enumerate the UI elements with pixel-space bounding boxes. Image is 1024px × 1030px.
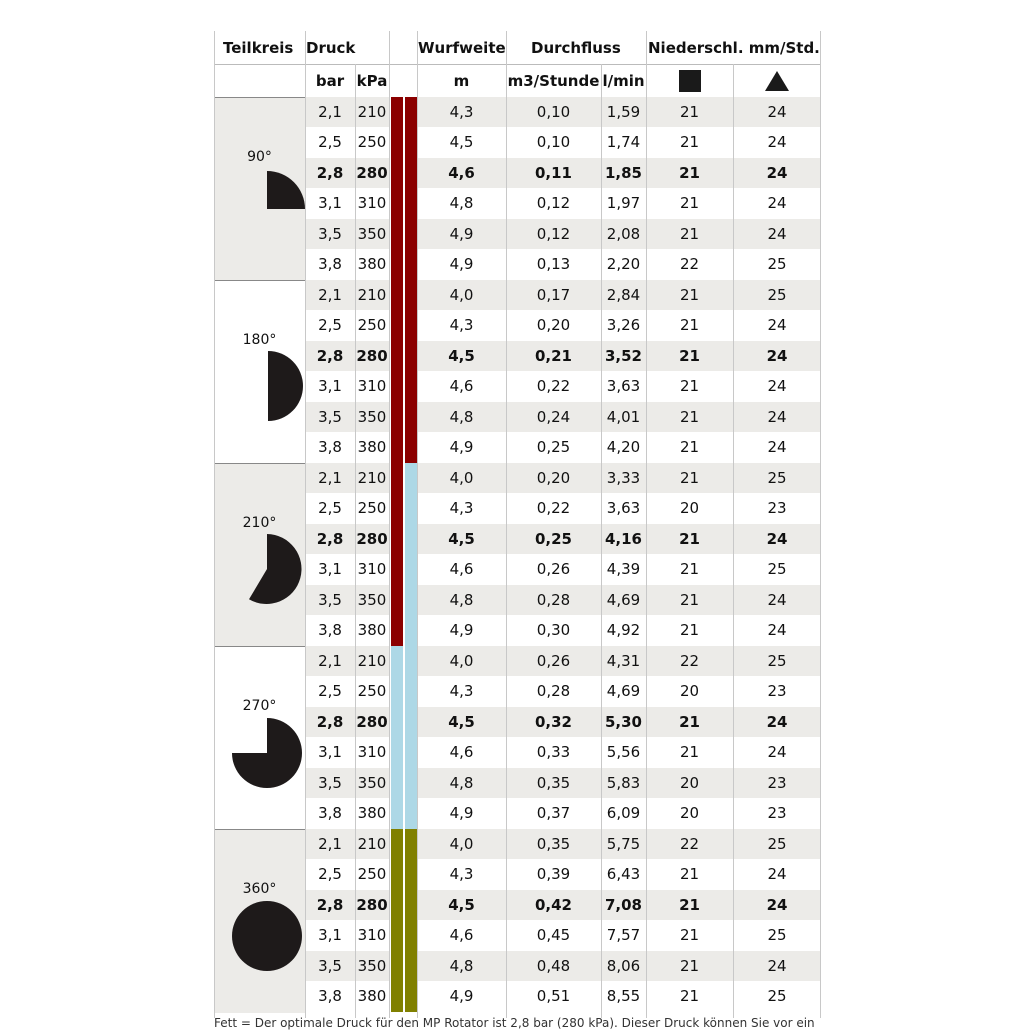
bar-gap	[403, 463, 405, 646]
cell-tri: 24	[733, 585, 821, 616]
cell-bar: 3,8	[305, 799, 355, 830]
cell-sq: 21	[646, 707, 733, 738]
grid-line	[646, 31, 647, 1018]
cell-kpa: 280	[355, 707, 389, 738]
header-l-min: l/min	[602, 71, 645, 90]
cell-m3: 0,22	[506, 494, 601, 525]
cell-sq: 21	[646, 402, 733, 433]
cell-kpa: 310	[355, 555, 389, 586]
cell-sq: 21	[646, 921, 733, 952]
cell-m: 4,6	[417, 555, 506, 586]
full-circle-icon	[231, 900, 303, 976]
cell-m3: 0,37	[506, 799, 601, 830]
cell-kpa: 210	[355, 463, 389, 494]
cell-m: 4,8	[417, 189, 506, 220]
cell-m: 4,0	[417, 646, 506, 677]
cell-lmin: 3,52	[601, 341, 646, 372]
table-row	[305, 707, 821, 738]
cell-sq: 22	[646, 250, 733, 281]
cell-m3: 0,10	[506, 128, 601, 159]
table-row	[305, 646, 821, 677]
cell-bar: 2,8	[305, 524, 355, 555]
cell-m3: 0,42	[506, 890, 601, 921]
cell-sq: 21	[646, 372, 733, 403]
cell-lmin: 3,33	[601, 463, 646, 494]
cell-m3: 0,35	[506, 768, 601, 799]
cell-tri: 24	[733, 372, 821, 403]
cell-lmin: 5,75	[601, 829, 646, 860]
color-bar-left	[391, 646, 403, 829]
grid-line	[506, 31, 507, 1018]
header-m3-stunde: m3/Stunde	[507, 71, 600, 90]
cell-sq: 21	[646, 860, 733, 891]
cell-bar: 3,8	[305, 250, 355, 281]
cell-m3: 0,21	[506, 341, 601, 372]
cell-m3: 0,33	[506, 738, 601, 769]
cell-bar: 2,5	[305, 860, 355, 891]
bar-gap	[403, 646, 405, 829]
cell-m3: 0,26	[506, 646, 601, 677]
cell-lmin: 6,09	[601, 799, 646, 830]
cell-m: 4,9	[417, 250, 506, 281]
cell-tri: 24	[733, 707, 821, 738]
color-bar-right	[405, 97, 417, 280]
cell-kpa: 250	[355, 128, 389, 159]
half-circle-icon	[268, 351, 304, 425]
table-row	[305, 219, 821, 250]
cell-sq: 21	[646, 951, 733, 982]
cell-kpa: 380	[355, 433, 389, 464]
table-row	[305, 890, 821, 921]
color-bar-left	[391, 829, 403, 1012]
degree-label: 270°	[242, 698, 277, 714]
cell-tri: 25	[733, 463, 821, 494]
cell-kpa: 210	[355, 646, 389, 677]
cell-lmin: 2,20	[601, 250, 646, 281]
cell-bar: 2,1	[305, 280, 355, 311]
color-bar-left	[391, 280, 403, 463]
table-row	[305, 860, 821, 891]
cell-m3: 0,12	[506, 189, 601, 220]
cell-sq: 21	[646, 616, 733, 647]
cell-tri: 25	[733, 555, 821, 586]
cell-sq: 21	[646, 738, 733, 769]
cell-m3: 0,20	[506, 311, 601, 342]
cell-m3: 0,24	[506, 402, 601, 433]
cell-lmin: 4,69	[601, 585, 646, 616]
cell-m3: 0,25	[506, 433, 601, 464]
table-row	[305, 494, 821, 525]
cell-bar: 3,5	[305, 219, 355, 250]
three-quarter-circle-icon	[231, 717, 303, 793]
cell-bar: 3,8	[305, 616, 355, 647]
table-row	[305, 433, 821, 464]
cell-lmin: 8,06	[601, 951, 646, 982]
cell-tri: 24	[733, 128, 821, 159]
cell-m: 4,3	[417, 860, 506, 891]
cell-sq: 21	[646, 433, 733, 464]
cell-lmin: 6,43	[601, 860, 646, 891]
cell-bar: 3,5	[305, 402, 355, 433]
color-bar-right	[405, 646, 417, 829]
cell-m: 4,9	[417, 616, 506, 647]
cell-tri: 25	[733, 280, 821, 311]
table-row	[305, 341, 821, 372]
cell-m: 4,5	[417, 890, 506, 921]
cell-m3: 0,25	[506, 524, 601, 555]
cell-kpa: 350	[355, 585, 389, 616]
header-niederschl: Niederschl. mm/Std.	[648, 38, 820, 57]
cell-bar: 3,1	[305, 372, 355, 403]
cell-m: 4,8	[417, 768, 506, 799]
table-row	[305, 311, 821, 342]
cell-lmin: 2,08	[601, 219, 646, 250]
cell-m3: 0,48	[506, 951, 601, 982]
table-row	[305, 768, 821, 799]
teilkreis-cell	[214, 280, 305, 464]
cell-m3: 0,45	[506, 921, 601, 952]
cell-m: 4,6	[417, 738, 506, 769]
cell-bar: 3,5	[305, 951, 355, 982]
cell-tri: 23	[733, 677, 821, 708]
cell-m3: 0,28	[506, 585, 601, 616]
cell-tri: 24	[733, 524, 821, 555]
table-row	[305, 677, 821, 708]
cell-m3: 0,32	[506, 707, 601, 738]
cell-m: 4,0	[417, 829, 506, 860]
table-row	[305, 982, 821, 1013]
cell-sq: 20	[646, 494, 733, 525]
cell-sq: 21	[646, 97, 733, 128]
color-bar-left	[391, 463, 403, 646]
cell-kpa: 250	[355, 494, 389, 525]
cell-bar: 3,5	[305, 585, 355, 616]
cell-sq: 21	[646, 341, 733, 372]
cell-lmin: 3,63	[601, 494, 646, 525]
cell-lmin: 5,56	[601, 738, 646, 769]
cell-m: 4,3	[417, 494, 506, 525]
cell-tri: 24	[733, 951, 821, 982]
cell-m: 4,9	[417, 433, 506, 464]
table-row	[305, 128, 821, 159]
cell-m: 4,8	[417, 585, 506, 616]
cell-sq: 21	[646, 585, 733, 616]
cell-lmin: 7,57	[601, 921, 646, 952]
cell-sq: 21	[646, 128, 733, 159]
cell-tri: 24	[733, 311, 821, 342]
table-row	[305, 158, 821, 189]
cell-kpa: 380	[355, 982, 389, 1013]
cell-kpa: 350	[355, 219, 389, 250]
cell-tri: 25	[733, 646, 821, 677]
bar-gap	[403, 97, 405, 280]
cell-sq: 21	[646, 524, 733, 555]
cell-bar: 2,1	[305, 97, 355, 128]
cell-m: 4,8	[417, 951, 506, 982]
cell-lmin: 2,84	[601, 280, 646, 311]
table-row	[305, 738, 821, 769]
cell-m: 4,6	[417, 372, 506, 403]
cell-lmin: 5,83	[601, 768, 646, 799]
cell-bar: 3,8	[305, 982, 355, 1013]
bar-gap	[403, 280, 405, 463]
cell-lmin: 4,39	[601, 555, 646, 586]
teilkreis-cell	[214, 97, 305, 281]
cell-bar: 3,5	[305, 768, 355, 799]
cell-tri: 25	[733, 250, 821, 281]
table-row	[305, 799, 821, 830]
cell-lmin: 3,63	[601, 372, 646, 403]
cell-sq: 20	[646, 799, 733, 830]
cell-m: 4,5	[417, 524, 506, 555]
table-row	[305, 463, 821, 494]
cell-bar: 2,8	[305, 158, 355, 189]
table-row	[305, 829, 821, 860]
cell-bar: 2,5	[305, 128, 355, 159]
degree-label: 180°	[242, 332, 277, 348]
cell-kpa: 350	[355, 402, 389, 433]
cell-m: 4,6	[417, 158, 506, 189]
cell-m: 4,5	[417, 128, 506, 159]
cell-tri: 24	[733, 860, 821, 891]
cell-kpa: 280	[355, 890, 389, 921]
cell-m3: 0,35	[506, 829, 601, 860]
cell-m3: 0,11	[506, 158, 601, 189]
cell-tri: 24	[733, 738, 821, 769]
cell-bar: 2,8	[305, 707, 355, 738]
cell-m3: 0,28	[506, 677, 601, 708]
color-bar-right	[405, 829, 417, 1012]
grid-line	[733, 64, 734, 1018]
cell-sq: 21	[646, 890, 733, 921]
cell-lmin: 1,74	[601, 128, 646, 159]
cell-lmin: 4,01	[601, 402, 646, 433]
cell-m3: 0,30	[506, 616, 601, 647]
cell-sq: 21	[646, 311, 733, 342]
cell-lmin: 4,20	[601, 433, 646, 464]
cell-sq: 22	[646, 646, 733, 677]
cell-kpa: 350	[355, 951, 389, 982]
cell-kpa: 380	[355, 250, 389, 281]
cell-sq: 21	[646, 982, 733, 1013]
cell-kpa: 310	[355, 921, 389, 952]
cell-tri: 23	[733, 799, 821, 830]
teilkreis-cell	[214, 463, 305, 647]
cell-tri: 24	[733, 158, 821, 189]
header-kpa: kPa	[356, 71, 388, 90]
cell-tri: 24	[733, 219, 821, 250]
color-bar-right	[405, 463, 417, 646]
header-durchfluss: Durchfluss	[531, 38, 621, 57]
degree-label: 360°	[242, 881, 277, 897]
cell-tri: 24	[733, 341, 821, 372]
header-teilkreis: Teilkreis	[223, 38, 294, 57]
cell-m: 4,5	[417, 707, 506, 738]
cell-lmin: 7,08	[601, 890, 646, 921]
cell-bar: 2,5	[305, 494, 355, 525]
cell-m: 4,0	[417, 463, 506, 494]
table-row	[305, 280, 821, 311]
degree-label: 210°	[242, 515, 277, 531]
header-wurfweite: Wurfweite	[418, 38, 506, 57]
cell-kpa: 380	[355, 616, 389, 647]
table-row	[305, 585, 821, 616]
grid-line	[214, 31, 215, 1018]
cell-m3: 0,39	[506, 860, 601, 891]
cell-m3: 0,17	[506, 280, 601, 311]
color-bar-left	[391, 97, 403, 280]
grid-line	[601, 64, 602, 1018]
cell-sq: 22	[646, 829, 733, 860]
bar-gap	[403, 829, 405, 1012]
cell-kpa: 210	[355, 97, 389, 128]
triangle-icon	[733, 64, 821, 97]
cell-kpa: 210	[355, 829, 389, 860]
cell-bar: 3,1	[305, 555, 355, 586]
cell-m3: 0,51	[506, 982, 601, 1013]
cell-bar: 3,1	[305, 738, 355, 769]
cell-m3: 0,12	[506, 219, 601, 250]
cell-m3: 0,20	[506, 463, 601, 494]
table-row	[305, 616, 821, 647]
teilkreis-cell	[214, 646, 305, 830]
table-row	[305, 250, 821, 281]
degree-label: 90°	[247, 149, 272, 165]
header-bar: bar	[315, 71, 345, 90]
cell-sq: 20	[646, 677, 733, 708]
cell-tri: 25	[733, 829, 821, 860]
cell-tri: 24	[733, 402, 821, 433]
cell-kpa: 310	[355, 372, 389, 403]
quarter-circle-icon	[267, 171, 305, 213]
cell-bar: 2,1	[305, 646, 355, 677]
table-row	[305, 372, 821, 403]
cell-bar: 3,8	[305, 433, 355, 464]
cell-sq: 21	[646, 158, 733, 189]
color-bar-right	[405, 280, 417, 463]
cell-m: 4,9	[417, 799, 506, 830]
cell-bar: 2,1	[305, 829, 355, 860]
cell-m: 4,3	[417, 311, 506, 342]
grid-line	[417, 31, 418, 1018]
sector-210-icon	[249, 534, 307, 608]
cell-bar: 2,8	[305, 890, 355, 921]
cell-sq: 21	[646, 555, 733, 586]
grid-line	[389, 31, 390, 1018]
cell-kpa: 280	[355, 158, 389, 189]
cell-kpa: 250	[355, 677, 389, 708]
table-row	[305, 951, 821, 982]
cell-lmin: 4,31	[601, 646, 646, 677]
cell-m3: 0,10	[506, 97, 601, 128]
header-druck: Druck	[306, 38, 356, 57]
cell-kpa: 210	[355, 280, 389, 311]
cell-tri: 23	[733, 494, 821, 525]
cell-kpa: 380	[355, 799, 389, 830]
table-row	[305, 524, 821, 555]
cell-tri: 24	[733, 189, 821, 220]
cell-bar: 3,1	[305, 921, 355, 952]
cell-kpa: 250	[355, 311, 389, 342]
cell-lmin: 8,55	[601, 982, 646, 1013]
grid-line	[305, 31, 306, 1018]
cell-kpa: 350	[355, 768, 389, 799]
cell-tri: 25	[733, 982, 821, 1013]
cell-sq: 20	[646, 768, 733, 799]
cell-lmin: 1,59	[601, 97, 646, 128]
cell-tri: 23	[733, 768, 821, 799]
cell-lmin: 5,30	[601, 707, 646, 738]
cell-m3: 0,26	[506, 555, 601, 586]
cell-lmin: 4,69	[601, 677, 646, 708]
cell-tri: 25	[733, 921, 821, 952]
cell-tri: 24	[733, 433, 821, 464]
cell-bar: 2,8	[305, 341, 355, 372]
cell-m: 4,3	[417, 97, 506, 128]
cell-m: 4,0	[417, 280, 506, 311]
cell-m: 4,8	[417, 402, 506, 433]
footer-note: Fett = Der optimale Druck für den MP Rotator ist 2,8 bar (280 kPa). Dieser Druck können Sie vor ein	[214, 1016, 815, 1030]
grid-line	[820, 31, 821, 1018]
cell-kpa: 280	[355, 341, 389, 372]
cell-lmin: 1,97	[601, 189, 646, 220]
cell-kpa: 310	[355, 189, 389, 220]
square-icon	[646, 64, 733, 97]
cell-bar: 2,5	[305, 677, 355, 708]
cell-lmin: 3,26	[601, 311, 646, 342]
cell-lmin: 1,85	[601, 158, 646, 189]
cell-m3: 0,22	[506, 372, 601, 403]
cell-m: 4,9	[417, 219, 506, 250]
table-row	[305, 555, 821, 586]
cell-tri: 24	[733, 890, 821, 921]
table-row	[305, 921, 821, 952]
table-row	[305, 402, 821, 433]
cell-m: 4,6	[417, 921, 506, 952]
cell-bar: 3,1	[305, 189, 355, 220]
cell-kpa: 280	[355, 524, 389, 555]
cell-tri: 24	[733, 616, 821, 647]
cell-m: 4,5	[417, 341, 506, 372]
table-row	[305, 97, 821, 128]
cell-kpa: 250	[355, 860, 389, 891]
header-m: m	[453, 71, 470, 90]
cell-bar: 2,1	[305, 463, 355, 494]
teilkreis-cell	[214, 829, 305, 1013]
cell-sq: 21	[646, 219, 733, 250]
grid-line	[355, 64, 356, 1018]
cell-sq: 21	[646, 463, 733, 494]
cell-m: 4,3	[417, 677, 506, 708]
cell-m: 4,9	[417, 982, 506, 1013]
cell-kpa: 310	[355, 738, 389, 769]
cell-tri: 24	[733, 97, 821, 128]
cell-lmin: 4,92	[601, 616, 646, 647]
cell-m3: 0,13	[506, 250, 601, 281]
cell-lmin: 4,16	[601, 524, 646, 555]
table-row	[305, 189, 821, 220]
cell-sq: 21	[646, 189, 733, 220]
cell-bar: 2,5	[305, 311, 355, 342]
cell-sq: 21	[646, 280, 733, 311]
